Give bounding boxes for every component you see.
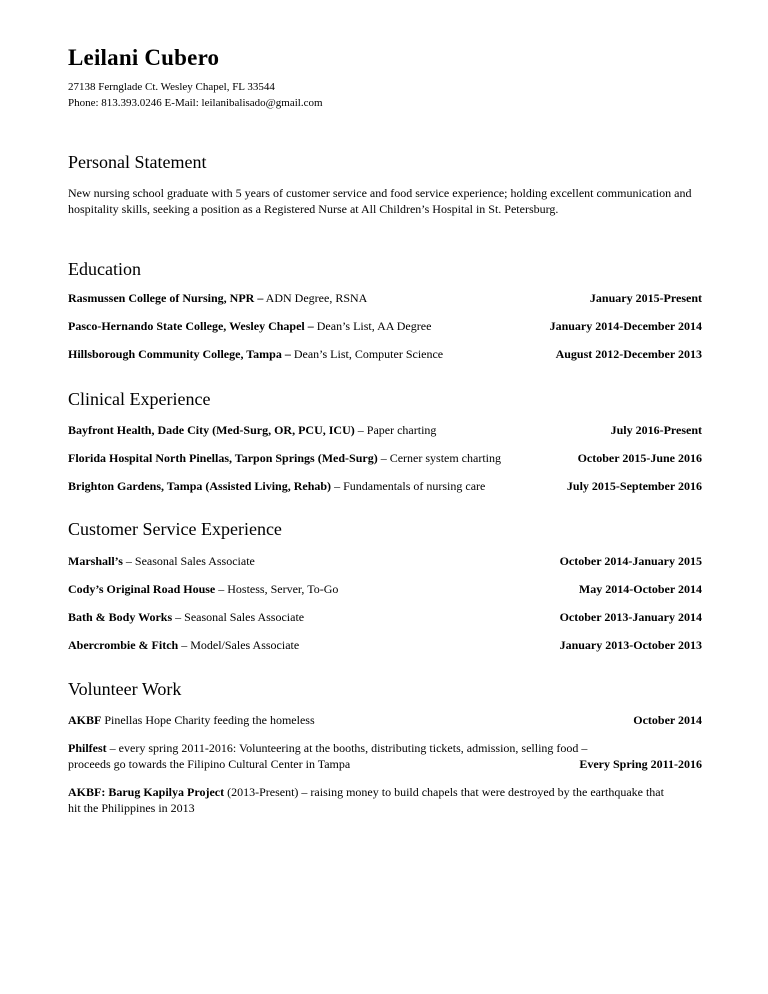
volunteer-detail: (2013-Present) – raising money to build chapels that were destroyed by the earthquake that hit the Philippines in 2013 bbox=[68, 785, 664, 815]
customer-service-org: Abercrombie & Fitch bbox=[68, 638, 179, 652]
section-title-volunteer: Volunteer Work bbox=[68, 679, 182, 699]
clinical-date: July 2016-Present bbox=[610, 423, 702, 437]
education-org: Rasmussen College of Nursing, NPR – bbox=[68, 291, 264, 305]
customer-service-detail: – Seasonal Sales Associate bbox=[172, 610, 305, 624]
volunteer-org: Philfest bbox=[68, 741, 107, 755]
customer-service-org: Cody’s Original Road House bbox=[68, 582, 216, 596]
customer-service-date: October 2013-January 2014 bbox=[559, 610, 702, 624]
address: 27138 Fernglade Ct. Wesley Chapel, FL 33544 bbox=[68, 81, 275, 93]
customer-service-detail: – Hostess, Server, To-Go bbox=[215, 582, 339, 596]
customer-service-row bbox=[68, 609, 702, 625]
customer-service-row bbox=[68, 637, 702, 653]
education-detail: ADN Degree, RSNA bbox=[263, 291, 368, 305]
section-title-education: Education bbox=[68, 259, 141, 279]
education-row bbox=[68, 346, 702, 362]
education-detail: Dean’s List, Computer Science bbox=[290, 347, 444, 361]
volunteer-detail: – every spring 2011-2016: Volunteering at the booths, distributing tickets, admission, selling food – bbox=[106, 741, 588, 755]
customer-service-date: May 2014-October 2014 bbox=[578, 582, 702, 596]
volunteer-detail-continued: proceeds go towards the Filipino Cultural Center in Tampa bbox=[68, 757, 351, 771]
volunteer-org: AKBF: Barug Kapilya Project bbox=[68, 785, 225, 799]
customer-service-row bbox=[68, 581, 702, 597]
clinical-date: July 2015-September 2016 bbox=[566, 479, 702, 493]
section-title-customer-service: Customer Service Experience bbox=[68, 519, 282, 539]
education-row bbox=[68, 318, 702, 334]
education-org: Hillsborough Community College, Tampa – bbox=[68, 347, 291, 361]
resume-name: Leilani Cubero bbox=[68, 45, 220, 70]
volunteer-row-philfest bbox=[68, 740, 702, 772]
customer-service-org: Marshall’s bbox=[68, 554, 123, 568]
education-detail: Dean’s List, AA Degree bbox=[313, 319, 432, 333]
clinical-org: Bayfront Health, Dade City (Med-Surg, OR, PCU, ICU) bbox=[68, 423, 355, 437]
education-date: August 2012-December 2013 bbox=[555, 347, 702, 361]
volunteer-date: Every Spring 2011-2016 bbox=[579, 757, 702, 771]
section-title-personal-statement: Personal Statement bbox=[68, 152, 207, 172]
clinical-row bbox=[68, 478, 702, 494]
customer-service-detail: – Model/Sales Associate bbox=[178, 638, 300, 652]
customer-service-date: October 2014-January 2015 bbox=[559, 554, 702, 568]
phone-email: Phone: 813.393.0246 E-Mail: leilanibalisado@gmail.com bbox=[68, 97, 323, 109]
clinical-detail: – Cerner system charting bbox=[377, 451, 502, 465]
education-date: January 2015-Present bbox=[589, 291, 702, 305]
clinical-org: Florida Hospital North Pinellas, Tarpon Springs (Med-Surg) bbox=[68, 451, 378, 465]
education-row bbox=[68, 290, 702, 306]
clinical-detail: – Paper charting bbox=[354, 423, 437, 437]
customer-service-date: January 2013-October 2013 bbox=[559, 638, 702, 652]
education-org: Pasco-Hernando State College, Wesley Chapel – bbox=[68, 319, 314, 333]
clinical-org: Brighton Gardens, Tampa (Assisted Living, Rehab) bbox=[68, 479, 332, 493]
clinical-date: October 2015-June 2016 bbox=[577, 451, 702, 465]
volunteer-row-barug bbox=[68, 784, 668, 816]
education-date: January 2014-December 2014 bbox=[549, 319, 702, 333]
volunteer-row-akbf bbox=[68, 712, 702, 728]
customer-service-row bbox=[68, 553, 702, 569]
customer-service-detail: – Seasonal Sales Associate bbox=[122, 554, 255, 568]
volunteer-detail: Pinellas Hope Charity feeding the homeless bbox=[101, 713, 315, 727]
section-title-clinical: Clinical Experience bbox=[68, 389, 211, 409]
clinical-row bbox=[68, 422, 702, 438]
personal-statement-text: New nursing school graduate with 5 years of customer service and food service experience; holding excellent communication and hospitality skills, seeking a position as a Registered Nurse at All Children’s Hospital in St. Petersburg. bbox=[68, 186, 692, 216]
volunteer-date: October 2014 bbox=[633, 713, 702, 727]
clinical-detail: – Fundamentals of nursing care bbox=[331, 479, 486, 493]
customer-service-org: Bath & Body Works bbox=[68, 610, 173, 624]
volunteer-org: AKBF bbox=[68, 713, 102, 727]
clinical-row bbox=[68, 450, 702, 466]
